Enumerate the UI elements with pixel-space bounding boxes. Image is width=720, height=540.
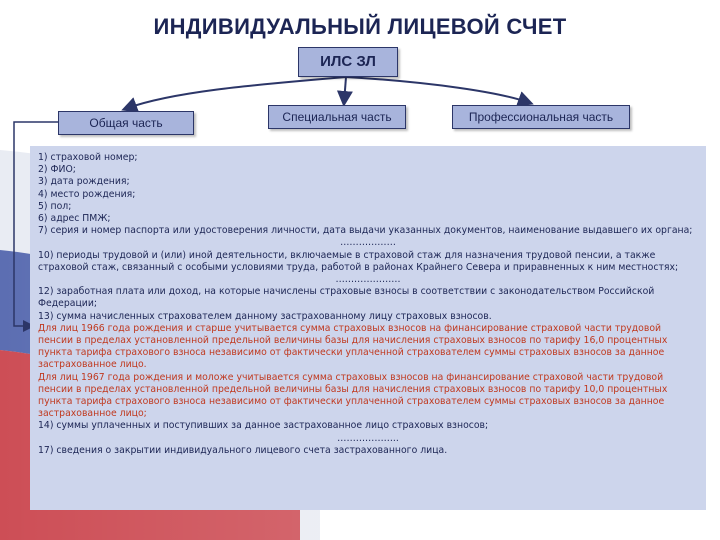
branch-special: Специальная часть: [268, 105, 406, 129]
item-2: 2) ФИО;: [38, 164, 76, 176]
item-13: 13) сумма начисленных страхователем данному застрахованному лицу страховых взносов.: [38, 310, 492, 322]
root-node: ИЛС ЗЛ: [298, 47, 398, 77]
item-5: 5) пол;: [38, 200, 72, 212]
item-12: 12) заработная плата или доход, на которые начислены страховые взносы в соответствии с законодательством Российской Федерации;: [38, 286, 655, 310]
item-3: 3) дата рождения;: [38, 176, 130, 188]
branch-general: Общая часть: [58, 111, 194, 135]
item-7: 7) серия и номер паспорта или удостоверения личности, дата выдачи указанных документов, наименование выдавшего их органа;: [38, 225, 693, 237]
ellipsis-1: ………………: [340, 237, 396, 249]
item-4: 4) место рождения;: [38, 188, 136, 200]
ellipsis-3: ………………..: [337, 432, 399, 444]
ellipsis-2: …………………: [335, 274, 401, 286]
item-6: 6) адрес ПМЖ;: [38, 213, 111, 225]
page-title: ИНДИВИДУАЛЬНЫЙ ЛИЦЕВОЙ СЧЕТ: [153, 14, 567, 39]
item-14: 14) суммы уплаченных и поступивших за данное застрахованное лицо страховых взносов;: [38, 420, 489, 432]
note-1966: Для лиц 1966 года рождения и старше учитывается сумма страховых взносов на финансирование страховой части трудовой пенсии в пределах установленной предельной величины базы для начисления страховых взносов по тарифу 16,0 процентных пункта тарифа страхового взноса независимо от фактически уплаченной страхователем суммы страховых взносов за данное застрахованное лицо.: [38, 322, 668, 371]
item-1: 1) страховой номер;: [38, 152, 138, 163]
note-1967: Для лиц 1967 года рождения и моложе учитывается сумма страховых взносов на финансирование страховой части трудовой пенсии в пределах установленной предельной величины базы для начисления страховых взносов по тарифу 10,0 процентных пункта тарифа страхового взноса независимо от фактически уплаченной страхователем суммы страховых взносов за данное застрахованное лицо;: [38, 371, 668, 420]
branch-professional: Профессиональная часть: [452, 105, 630, 129]
item-10: 10) периоды трудовой и (или) иной деятельности, включаемые в страховой стаж для назначения трудовой пенсии, а также страховой стаж, связанный с особыми условиями труда, работой в районах Крайнего Севера и приравненных к ним местностях;: [38, 249, 679, 273]
item-17: 17) сведения о закрытии индивидуального лицевого счета застрахованного лица.: [38, 444, 448, 456]
content-panel: [30, 146, 706, 510]
